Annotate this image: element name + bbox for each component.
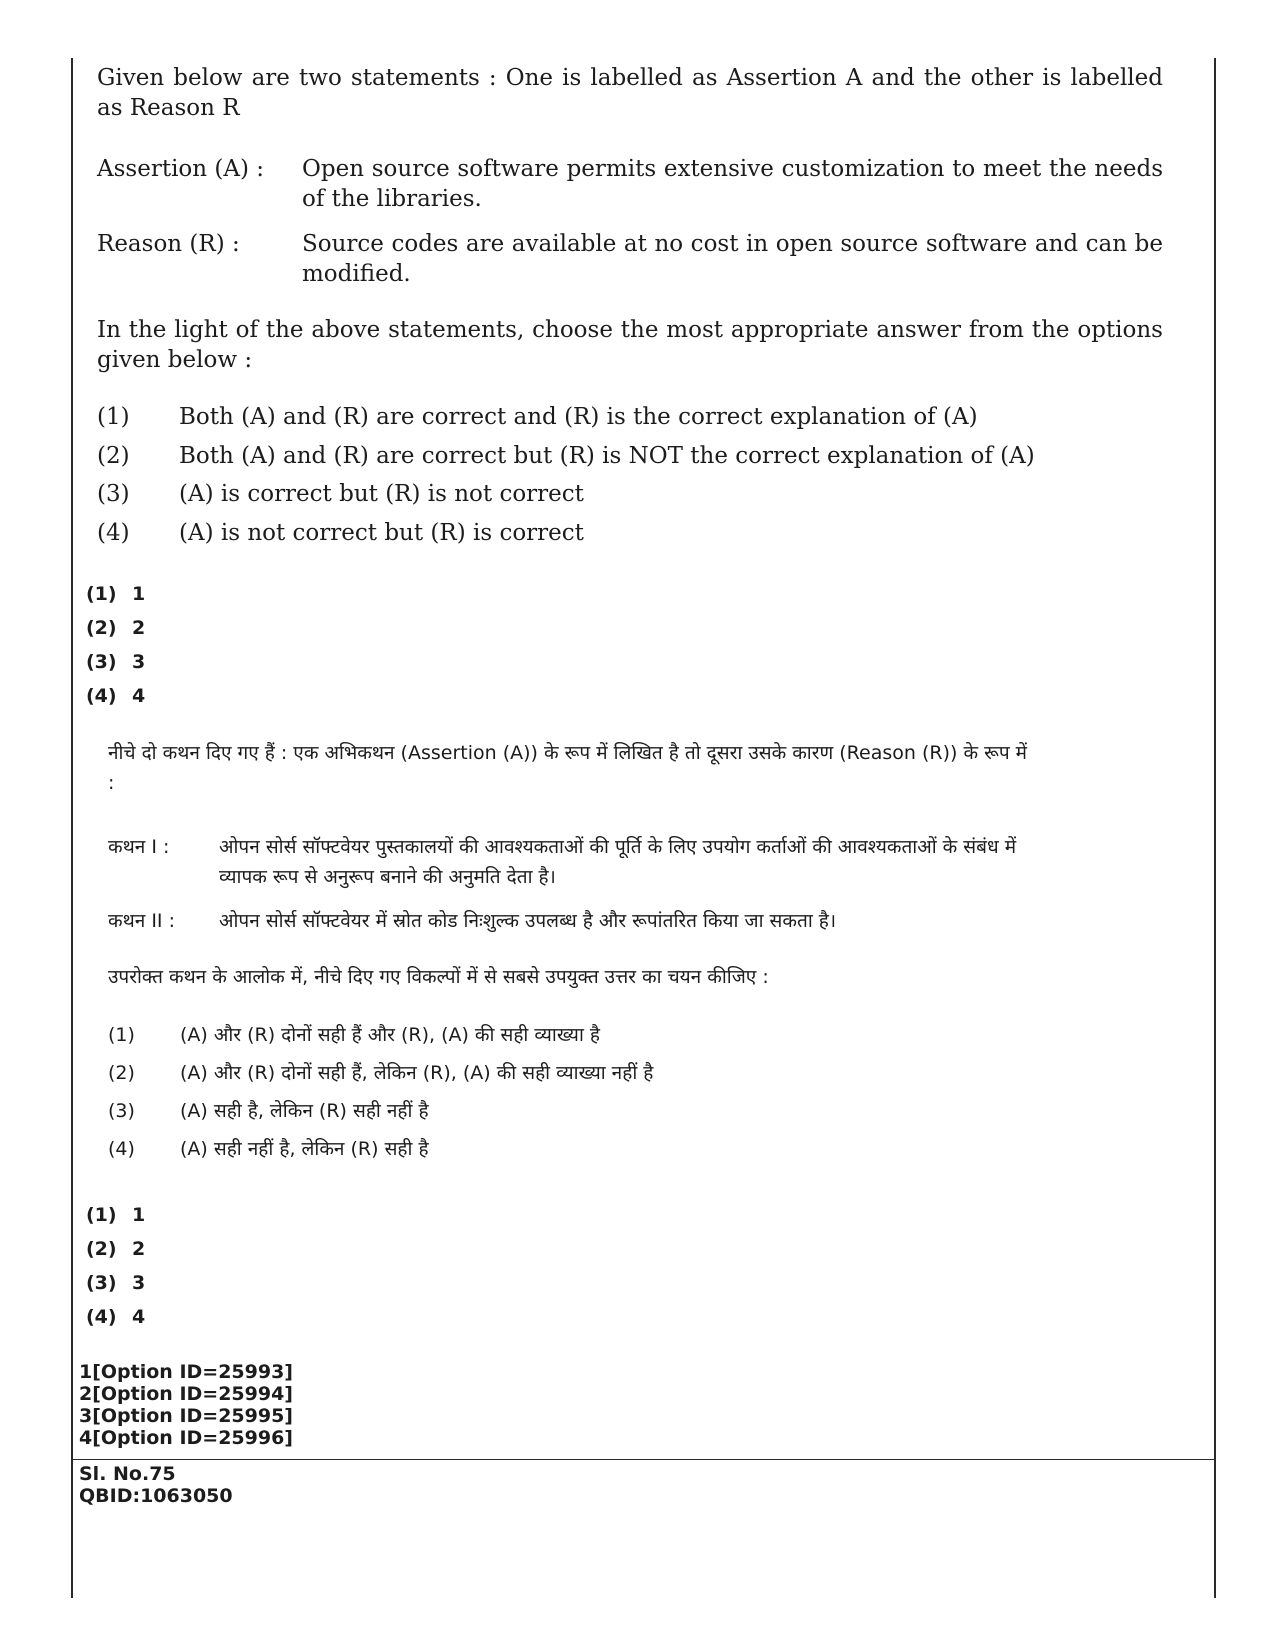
option-text: Both (A) and (R) are correct and (R) is the correct explanation of (A) <box>179 404 978 430</box>
statement-label: कथन I : <box>108 836 170 858</box>
answer-choice-en-1 <box>86 582 145 606</box>
question-instruction-en: In the light of the above statements, choose the most appropriate answer from the options given below : <box>97 317 1163 373</box>
answer-number: (2) <box>86 1238 117 1260</box>
assertion-label: Assertion (A) : <box>97 156 265 182</box>
reason-label: Reason (R) : <box>97 231 240 257</box>
option-number: (4) <box>97 520 130 546</box>
option-text: (A) और (R) दोनों सही हैं और (R), (A) की सही व्याख्या है <box>180 1024 601 1046</box>
serial-number: Sl. No.75 <box>79 1463 176 1485</box>
option-id: 4[Option ID=25996] <box>79 1427 293 1449</box>
answer-value: 4 <box>132 685 146 707</box>
statement-text: ओपन सोर्स सॉफ्टवेयर में स्रोत कोड निःशुल्क उपलब्ध है और रूपांतरित किया जा सकता है। <box>219 910 837 932</box>
answer-number: (4) <box>86 685 117 707</box>
answer-choice-en-4 <box>86 684 145 708</box>
question-intro-hi: नीचे दो कथन दिए गए हैं : एक अभिकथन (Assertion (A)) के रूप में लिखित है तो दूसरा उसके कारण (Reason (R)) के रूप में : <box>108 742 1028 794</box>
statement-text: ओपन सोर्स सॉफ्टवेयर पुस्तकालयों की आवश्यकताओं की पूर्ति के लिए उपयोग कर्ताओं की आवश्यकताओं के संबंध में व्यापक रूप से अनुरूप बनाने की अनुमति देता है। <box>219 836 1017 888</box>
option-text: (A) is correct but (R) is not correct <box>179 481 584 507</box>
option-number: (2) <box>108 1062 135 1084</box>
answer-number: (1) <box>86 1204 117 1226</box>
reason-text: Source codes are available at no cost in open source software and can be modified. <box>302 231 1163 287</box>
option-text: Both (A) and (R) are correct but (R) is NOT the correct explanation of (A) <box>179 443 1035 469</box>
assertion-text: Open source software permits extensive customization to meet the needs of the libraries. <box>302 156 1163 212</box>
answer-number: (3) <box>86 1272 117 1294</box>
option-text: (A) सही है, लेकिन (R) सही नहीं है <box>180 1100 429 1122</box>
page-left-border <box>71 58 73 1598</box>
answer-choice-hi-1 <box>86 1203 145 1227</box>
option-number: (3) <box>108 1100 135 1122</box>
option-text: (A) is not correct but (R) is correct <box>179 520 584 546</box>
section-divider <box>71 1459 1216 1460</box>
answer-choice-hi-3 <box>86 1271 145 1295</box>
answer-value: 4 <box>132 1306 146 1328</box>
answer-value: 1 <box>132 583 146 605</box>
option-id-list <box>79 1361 293 1449</box>
answer-value: 1 <box>132 1204 146 1226</box>
question-intro-en: Given below are two statements : One is labelled as Assertion A and the other is labelled as Reason R <box>97 65 1163 121</box>
answer-choice-hi-4 <box>86 1305 145 1329</box>
option-id: 3[Option ID=25995] <box>79 1405 293 1427</box>
option-number: (1) <box>97 404 130 430</box>
question-meta <box>79 1463 233 1507</box>
option-text: (A) सही नहीं है, लेकिन (R) सही है <box>180 1138 429 1160</box>
answer-number: (4) <box>86 1306 117 1328</box>
option-number: (1) <box>108 1024 135 1046</box>
option-id: 2[Option ID=25994] <box>79 1383 293 1405</box>
statement-label: कथन II : <box>108 910 175 932</box>
answer-choice-hi-2 <box>86 1237 145 1261</box>
page-right-border <box>1214 58 1216 1598</box>
option-number: (3) <box>97 481 130 507</box>
answer-number: (1) <box>86 583 117 605</box>
qbid: QBID:1063050 <box>79 1485 233 1507</box>
answer-value: 3 <box>132 651 146 673</box>
answer-choice-en-3 <box>86 650 145 674</box>
option-text: (A) और (R) दोनों सही हैं, लेकिन (R), (A) की सही व्याख्या नहीं है <box>180 1062 654 1084</box>
answer-value: 2 <box>132 617 146 639</box>
option-id: 1[Option ID=25993] <box>79 1361 293 1383</box>
question-instruction-hi: उपरोक्त कथन के आलोक में, नीचे दिए गए विकल्पों में से सबसे उपयुक्त उत्तर का चयन कीजिए : <box>108 966 769 988</box>
answer-value: 3 <box>132 1272 146 1294</box>
answer-value: 2 <box>132 1238 146 1260</box>
answer-number: (3) <box>86 651 117 673</box>
answer-choice-en-2 <box>86 616 145 640</box>
answer-number: (2) <box>86 617 117 639</box>
option-number: (4) <box>108 1138 135 1160</box>
option-number: (2) <box>97 443 130 469</box>
